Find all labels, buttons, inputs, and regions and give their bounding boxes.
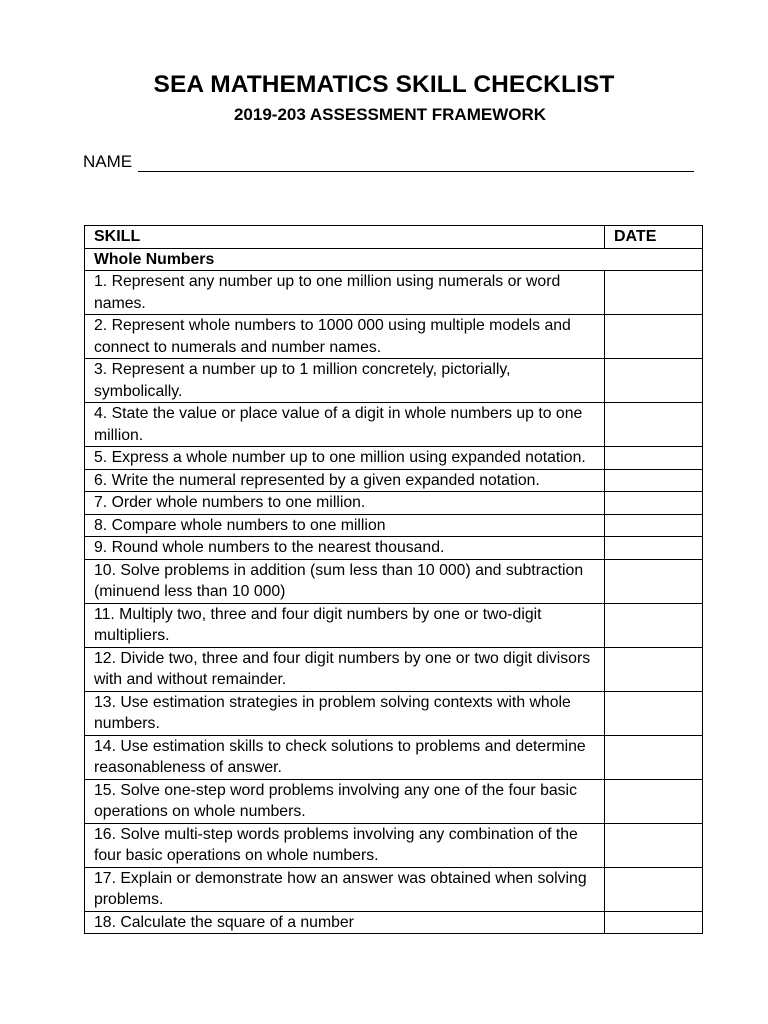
page-subtitle: 2019-203 ASSESSMENT FRAMEWORK xyxy=(233,105,547,124)
date-cell[interactable] xyxy=(605,911,703,934)
name-label: NAME xyxy=(83,152,133,171)
date-cell[interactable] xyxy=(605,514,703,537)
skill-cell: 14. Use estimation skills to check solutions to problems and determine reasonableness of answer. xyxy=(85,735,605,779)
date-cell[interactable] xyxy=(605,691,703,735)
skill-cell: 13. Use estimation strategies in problem solving contexts with whole numbers. xyxy=(85,691,605,735)
date-cell[interactable] xyxy=(605,469,703,492)
date-cell[interactable] xyxy=(605,603,703,647)
date-cell[interactable] xyxy=(605,537,703,560)
table-row xyxy=(85,603,703,647)
table-row xyxy=(85,403,703,447)
date-cell[interactable] xyxy=(605,647,703,691)
skill-cell: 17. Explain or demonstrate how an answer was obtained when solving problems. xyxy=(85,867,605,911)
section-heading: Whole Numbers xyxy=(85,248,703,271)
table-row xyxy=(85,911,703,934)
skill-column-header: SKILL xyxy=(85,226,605,249)
table-row xyxy=(85,779,703,823)
date-cell[interactable] xyxy=(605,447,703,470)
table-row xyxy=(85,359,703,403)
table-row xyxy=(85,469,703,492)
date-cell[interactable] xyxy=(605,559,703,603)
table-row xyxy=(85,315,703,359)
name-field-line[interactable] xyxy=(138,153,694,172)
skill-cell: 5. Express a whole number up to one million using expanded notation. xyxy=(85,447,605,470)
date-cell[interactable] xyxy=(605,359,703,403)
skill-cell: 12. Divide two, three and four digit numbers by one or two digit divisors with and without remainder. xyxy=(85,647,605,691)
skill-cell: 2. Represent whole numbers to 1000 000 using multiple models and connect to numerals and number names. xyxy=(85,315,605,359)
page-title: SEA MATHEMATICS SKILL CHECKLIST xyxy=(153,71,615,98)
table-row xyxy=(85,691,703,735)
skill-cell: 4. State the value or place value of a digit in whole numbers up to one million. xyxy=(85,403,605,447)
skill-cell: 9. Round whole numbers to the nearest thousand. xyxy=(85,537,605,560)
table-row xyxy=(85,867,703,911)
date-cell[interactable] xyxy=(605,867,703,911)
date-cell[interactable] xyxy=(605,403,703,447)
date-cell[interactable] xyxy=(605,271,703,315)
date-cell[interactable] xyxy=(605,315,703,359)
table-row xyxy=(85,823,703,867)
table-row xyxy=(85,647,703,691)
date-cell[interactable] xyxy=(605,492,703,515)
skill-cell: 10. Solve problems in addition (sum less than 10 000) and subtraction (minuend less than 10 000) xyxy=(85,559,605,603)
date-column-header: DATE xyxy=(605,226,703,249)
table-row xyxy=(85,447,703,470)
table-row xyxy=(85,537,703,560)
table-header-row xyxy=(85,226,703,249)
section-row xyxy=(85,248,703,271)
skill-cell: 1. Represent any number up to one million using numerals or word names. xyxy=(85,271,605,315)
skill-cell: 18. Calculate the square of a number xyxy=(85,911,605,934)
name-row xyxy=(83,152,694,172)
table-row xyxy=(85,492,703,515)
skill-cell: 11. Multiply two, three and four digit numbers by one or two-digit multipliers. xyxy=(85,603,605,647)
date-cell[interactable] xyxy=(605,779,703,823)
skill-cell: 16. Solve multi-step words problems involving any combination of the four basic operations on whole numbers. xyxy=(85,823,605,867)
table-row xyxy=(85,271,703,315)
date-cell[interactable] xyxy=(605,735,703,779)
table-row xyxy=(85,559,703,603)
table-row xyxy=(85,514,703,537)
skill-cell: 7. Order whole numbers to one million. xyxy=(85,492,605,515)
skill-cell: 3. Represent a number up to 1 million concretely, pictorially, symbolically. xyxy=(85,359,605,403)
skill-cell: 15. Solve one-step word problems involving any one of the four basic operations on whole numbers. xyxy=(85,779,605,823)
date-cell[interactable] xyxy=(605,823,703,867)
table-row xyxy=(85,735,703,779)
skill-checklist-table xyxy=(84,225,703,934)
skill-cell: 8. Compare whole numbers to one million xyxy=(85,514,605,537)
skill-cell: 6. Write the numeral represented by a given expanded notation. xyxy=(85,469,605,492)
